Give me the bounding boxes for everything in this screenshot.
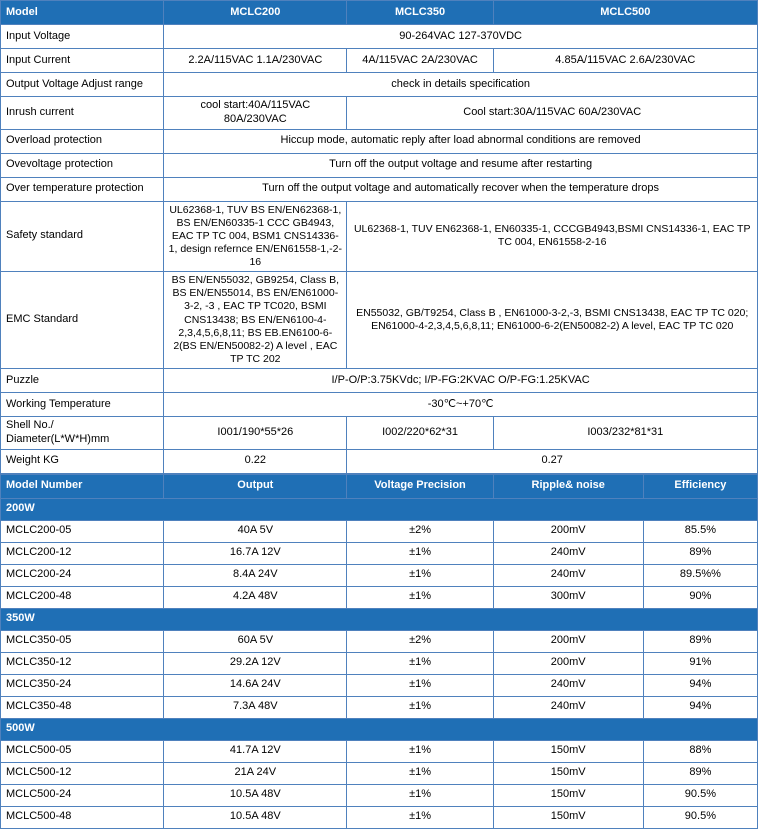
model-number: MCLC350-12 bbox=[1, 652, 164, 674]
model-number: MCLC200-24 bbox=[1, 564, 164, 586]
spec-label: Inrush current bbox=[1, 97, 164, 130]
model-efficiency: 90% bbox=[643, 586, 757, 608]
model-ripple-noise: 200mV bbox=[493, 520, 643, 542]
table-row bbox=[1, 369, 758, 393]
table-row bbox=[1, 652, 758, 674]
model-number: MCLC350-24 bbox=[1, 674, 164, 696]
spec-header-mclc500: MCLC500 bbox=[493, 1, 757, 25]
model-voltage-precision: ±1% bbox=[347, 564, 493, 586]
table-row bbox=[1, 153, 758, 177]
table-row bbox=[1, 520, 758, 542]
spec-value: I001/190*55*26 bbox=[164, 417, 347, 450]
model-efficiency: 89% bbox=[643, 542, 757, 564]
model-number: MCLC500-12 bbox=[1, 762, 164, 784]
model-output: 4.2A 48V bbox=[164, 586, 347, 608]
group-band-row bbox=[1, 608, 758, 630]
model-output: 41.7A 12V bbox=[164, 740, 347, 762]
spec-label: Weight KG bbox=[1, 449, 164, 473]
table-row bbox=[1, 674, 758, 696]
model-efficiency: 94% bbox=[643, 696, 757, 718]
spec-value: UL62368-1, TUV BS EN/EN62368-1, BS EN/EN60335-1 CCC GB4943, EAC TP TC 004, BSM1 CNS14336-1, design refernce EN/EN61558-1,-2-16 bbox=[164, 201, 347, 272]
model-voltage-precision: ±1% bbox=[347, 740, 493, 762]
model-output: 7.3A 48V bbox=[164, 696, 347, 718]
spec-header-model: Model bbox=[1, 1, 164, 25]
model-number-table bbox=[0, 474, 758, 829]
model-output: 16.7A 12V bbox=[164, 542, 347, 564]
group-band-row bbox=[1, 498, 758, 520]
spec-header-row bbox=[1, 1, 758, 25]
table-row bbox=[1, 564, 758, 586]
model-number: MCLC500-24 bbox=[1, 784, 164, 806]
model-output: 29.2A 12V bbox=[164, 652, 347, 674]
model-voltage-precision: ±1% bbox=[347, 542, 493, 564]
table-row bbox=[1, 393, 758, 417]
group-band-row bbox=[1, 718, 758, 740]
table-row bbox=[1, 417, 758, 450]
table-row bbox=[1, 73, 758, 97]
table-row bbox=[1, 806, 758, 828]
spec-label: Input Voltage bbox=[1, 25, 164, 49]
model-efficiency: 89.5%% bbox=[643, 564, 757, 586]
spec-value: Hiccup mode, automatic reply after load abnormal conditions are removed bbox=[164, 129, 758, 153]
spec-value: 90-264VAC 127-370VDC bbox=[164, 25, 758, 49]
model-efficiency: 85.5% bbox=[643, 520, 757, 542]
model-header-model-number: Model Number bbox=[1, 474, 164, 498]
table-row bbox=[1, 49, 758, 73]
table-row bbox=[1, 630, 758, 652]
table-row bbox=[1, 25, 758, 49]
model-header-ripple-noise: Ripple& noise bbox=[493, 474, 643, 498]
spec-header-mclc200: MCLC200 bbox=[164, 1, 347, 25]
model-output: 14.6A 24V bbox=[164, 674, 347, 696]
spec-value: check in details specification bbox=[164, 73, 758, 97]
table-row bbox=[1, 201, 758, 272]
model-efficiency: 90.5% bbox=[643, 806, 757, 828]
spec-label: Input Current bbox=[1, 49, 164, 73]
model-ripple-noise: 150mV bbox=[493, 806, 643, 828]
table-row bbox=[1, 762, 758, 784]
spec-header-mclc350: MCLC350 bbox=[347, 1, 493, 25]
model-number: MCLC200-48 bbox=[1, 586, 164, 608]
model-voltage-precision: ±1% bbox=[347, 586, 493, 608]
spec-value: cool start:40A/115VAC 80A/230VAC bbox=[164, 97, 347, 130]
model-number: MCLC500-05 bbox=[1, 740, 164, 762]
model-ripple-noise: 200mV bbox=[493, 630, 643, 652]
model-ripple-noise: 150mV bbox=[493, 784, 643, 806]
spec-value: Turn off the output voltage and resume after restarting bbox=[164, 153, 758, 177]
model-ripple-noise: 150mV bbox=[493, 762, 643, 784]
model-voltage-precision: ±1% bbox=[347, 784, 493, 806]
model-efficiency: 94% bbox=[643, 674, 757, 696]
table-row bbox=[1, 586, 758, 608]
table-row bbox=[1, 129, 758, 153]
model-voltage-precision: ±1% bbox=[347, 674, 493, 696]
spec-value: I/P-O/P:3.75KVdc; I/P-FG:2KVAC O/P-FG:1.25KVAC bbox=[164, 369, 758, 393]
group-band-350w: 350W bbox=[1, 608, 758, 630]
model-voltage-precision: ±1% bbox=[347, 762, 493, 784]
model-efficiency: 88% bbox=[643, 740, 757, 762]
spec-value: 0.27 bbox=[347, 449, 758, 473]
model-ripple-noise: 150mV bbox=[493, 740, 643, 762]
model-number: MCLC200-05 bbox=[1, 520, 164, 542]
table-row bbox=[1, 542, 758, 564]
model-ripple-noise: 240mV bbox=[493, 542, 643, 564]
spec-value: BS EN/EN55032, GB9254, Class B, BS EN/EN55014, BS EN/EN61000-3-2, -3 , EAC TP TC020, BSMI CNS13438; BS EN/EN6100-4-2,3,4,5,6,8,11; BS EB.EN6100-6-2(BS EN/EN50082-2) A level , EAC TP TC 202 bbox=[164, 272, 347, 369]
spec-value: Turn off the output voltage and automatically recover when the temperature drops bbox=[164, 177, 758, 201]
model-efficiency: 91% bbox=[643, 652, 757, 674]
model-header-efficiency: Efficiency bbox=[643, 474, 757, 498]
spec-label: Ovevoltage protection bbox=[1, 153, 164, 177]
spec-value: -30℃~+70℃ bbox=[164, 393, 758, 417]
spec-value: I002/220*62*31 bbox=[347, 417, 493, 450]
model-output: 60A 5V bbox=[164, 630, 347, 652]
model-number: MCLC350-05 bbox=[1, 630, 164, 652]
model-output: 8.4A 24V bbox=[164, 564, 347, 586]
spec-label: Safety standard bbox=[1, 201, 164, 272]
spec-value: Cool start:30A/115VAC 60A/230VAC bbox=[347, 97, 758, 130]
spec-label: Working Temperature bbox=[1, 393, 164, 417]
model-voltage-precision: ±2% bbox=[347, 630, 493, 652]
model-ripple-noise: 240mV bbox=[493, 674, 643, 696]
model-voltage-precision: ±2% bbox=[347, 520, 493, 542]
table-row bbox=[1, 696, 758, 718]
spec-value: 2.2A/115VAC 1.1A/230VAC bbox=[164, 49, 347, 73]
spec-label: Overload protection bbox=[1, 129, 164, 153]
model-ripple-noise: 200mV bbox=[493, 652, 643, 674]
model-number: MCLC350-48 bbox=[1, 696, 164, 718]
model-header-voltage-precision: Voltage Precision bbox=[347, 474, 493, 498]
table-row bbox=[1, 97, 758, 130]
group-band-500w: 500W bbox=[1, 718, 758, 740]
group-band-200w: 200W bbox=[1, 498, 758, 520]
model-efficiency: 89% bbox=[643, 630, 757, 652]
model-output: 21A 24V bbox=[164, 762, 347, 784]
table-row bbox=[1, 177, 758, 201]
model-efficiency: 90.5% bbox=[643, 784, 757, 806]
model-header-row bbox=[1, 474, 758, 498]
table-row bbox=[1, 272, 758, 369]
spec-value: UL62368-1, TUV EN62368-1, EN60335-1, CCCGB4943,BSMI CNS14336-1, EAC TP TC 004, EN61558-2-16 bbox=[347, 201, 758, 272]
model-header-output: Output bbox=[164, 474, 347, 498]
spec-value: 4A/115VAC 2A/230VAC bbox=[347, 49, 493, 73]
spec-value: I003/232*81*31 bbox=[493, 417, 757, 450]
table-row bbox=[1, 784, 758, 806]
spec-label: Puzzle bbox=[1, 369, 164, 393]
model-ripple-noise: 300mV bbox=[493, 586, 643, 608]
model-ripple-noise: 240mV bbox=[493, 564, 643, 586]
spec-value: 4.85A/115VAC 2.6A/230VAC bbox=[493, 49, 757, 73]
spec-value: 0.22 bbox=[164, 449, 347, 473]
table-row bbox=[1, 740, 758, 762]
table-row bbox=[1, 449, 758, 473]
spec-value: EN55032, GB/T9254, Class B , EN61000-3-2,-3, BSMI CNS13438, EAC TP TC 020; EN61000-4-2,3,4,5,6,8,11; EN61000-6-2(EN50082-2) A level, EAC TP TC 020 bbox=[347, 272, 758, 369]
model-efficiency: 89% bbox=[643, 762, 757, 784]
model-number: MCLC500-48 bbox=[1, 806, 164, 828]
model-output: 40A 5V bbox=[164, 520, 347, 542]
model-ripple-noise: 240mV bbox=[493, 696, 643, 718]
spec-label: EMC Standard bbox=[1, 272, 164, 369]
spec-label: Shell No./ Diameter(L*W*H)mm bbox=[1, 417, 164, 450]
spec-label: Over temperature protection bbox=[1, 177, 164, 201]
model-number: MCLC200-12 bbox=[1, 542, 164, 564]
model-output: 10.5A 48V bbox=[164, 806, 347, 828]
model-voltage-precision: ±1% bbox=[347, 652, 493, 674]
model-voltage-precision: ±1% bbox=[347, 806, 493, 828]
spec-label: Output Voltage Adjust range bbox=[1, 73, 164, 97]
model-output: 10.5A 48V bbox=[164, 784, 347, 806]
model-voltage-precision: ±1% bbox=[347, 696, 493, 718]
